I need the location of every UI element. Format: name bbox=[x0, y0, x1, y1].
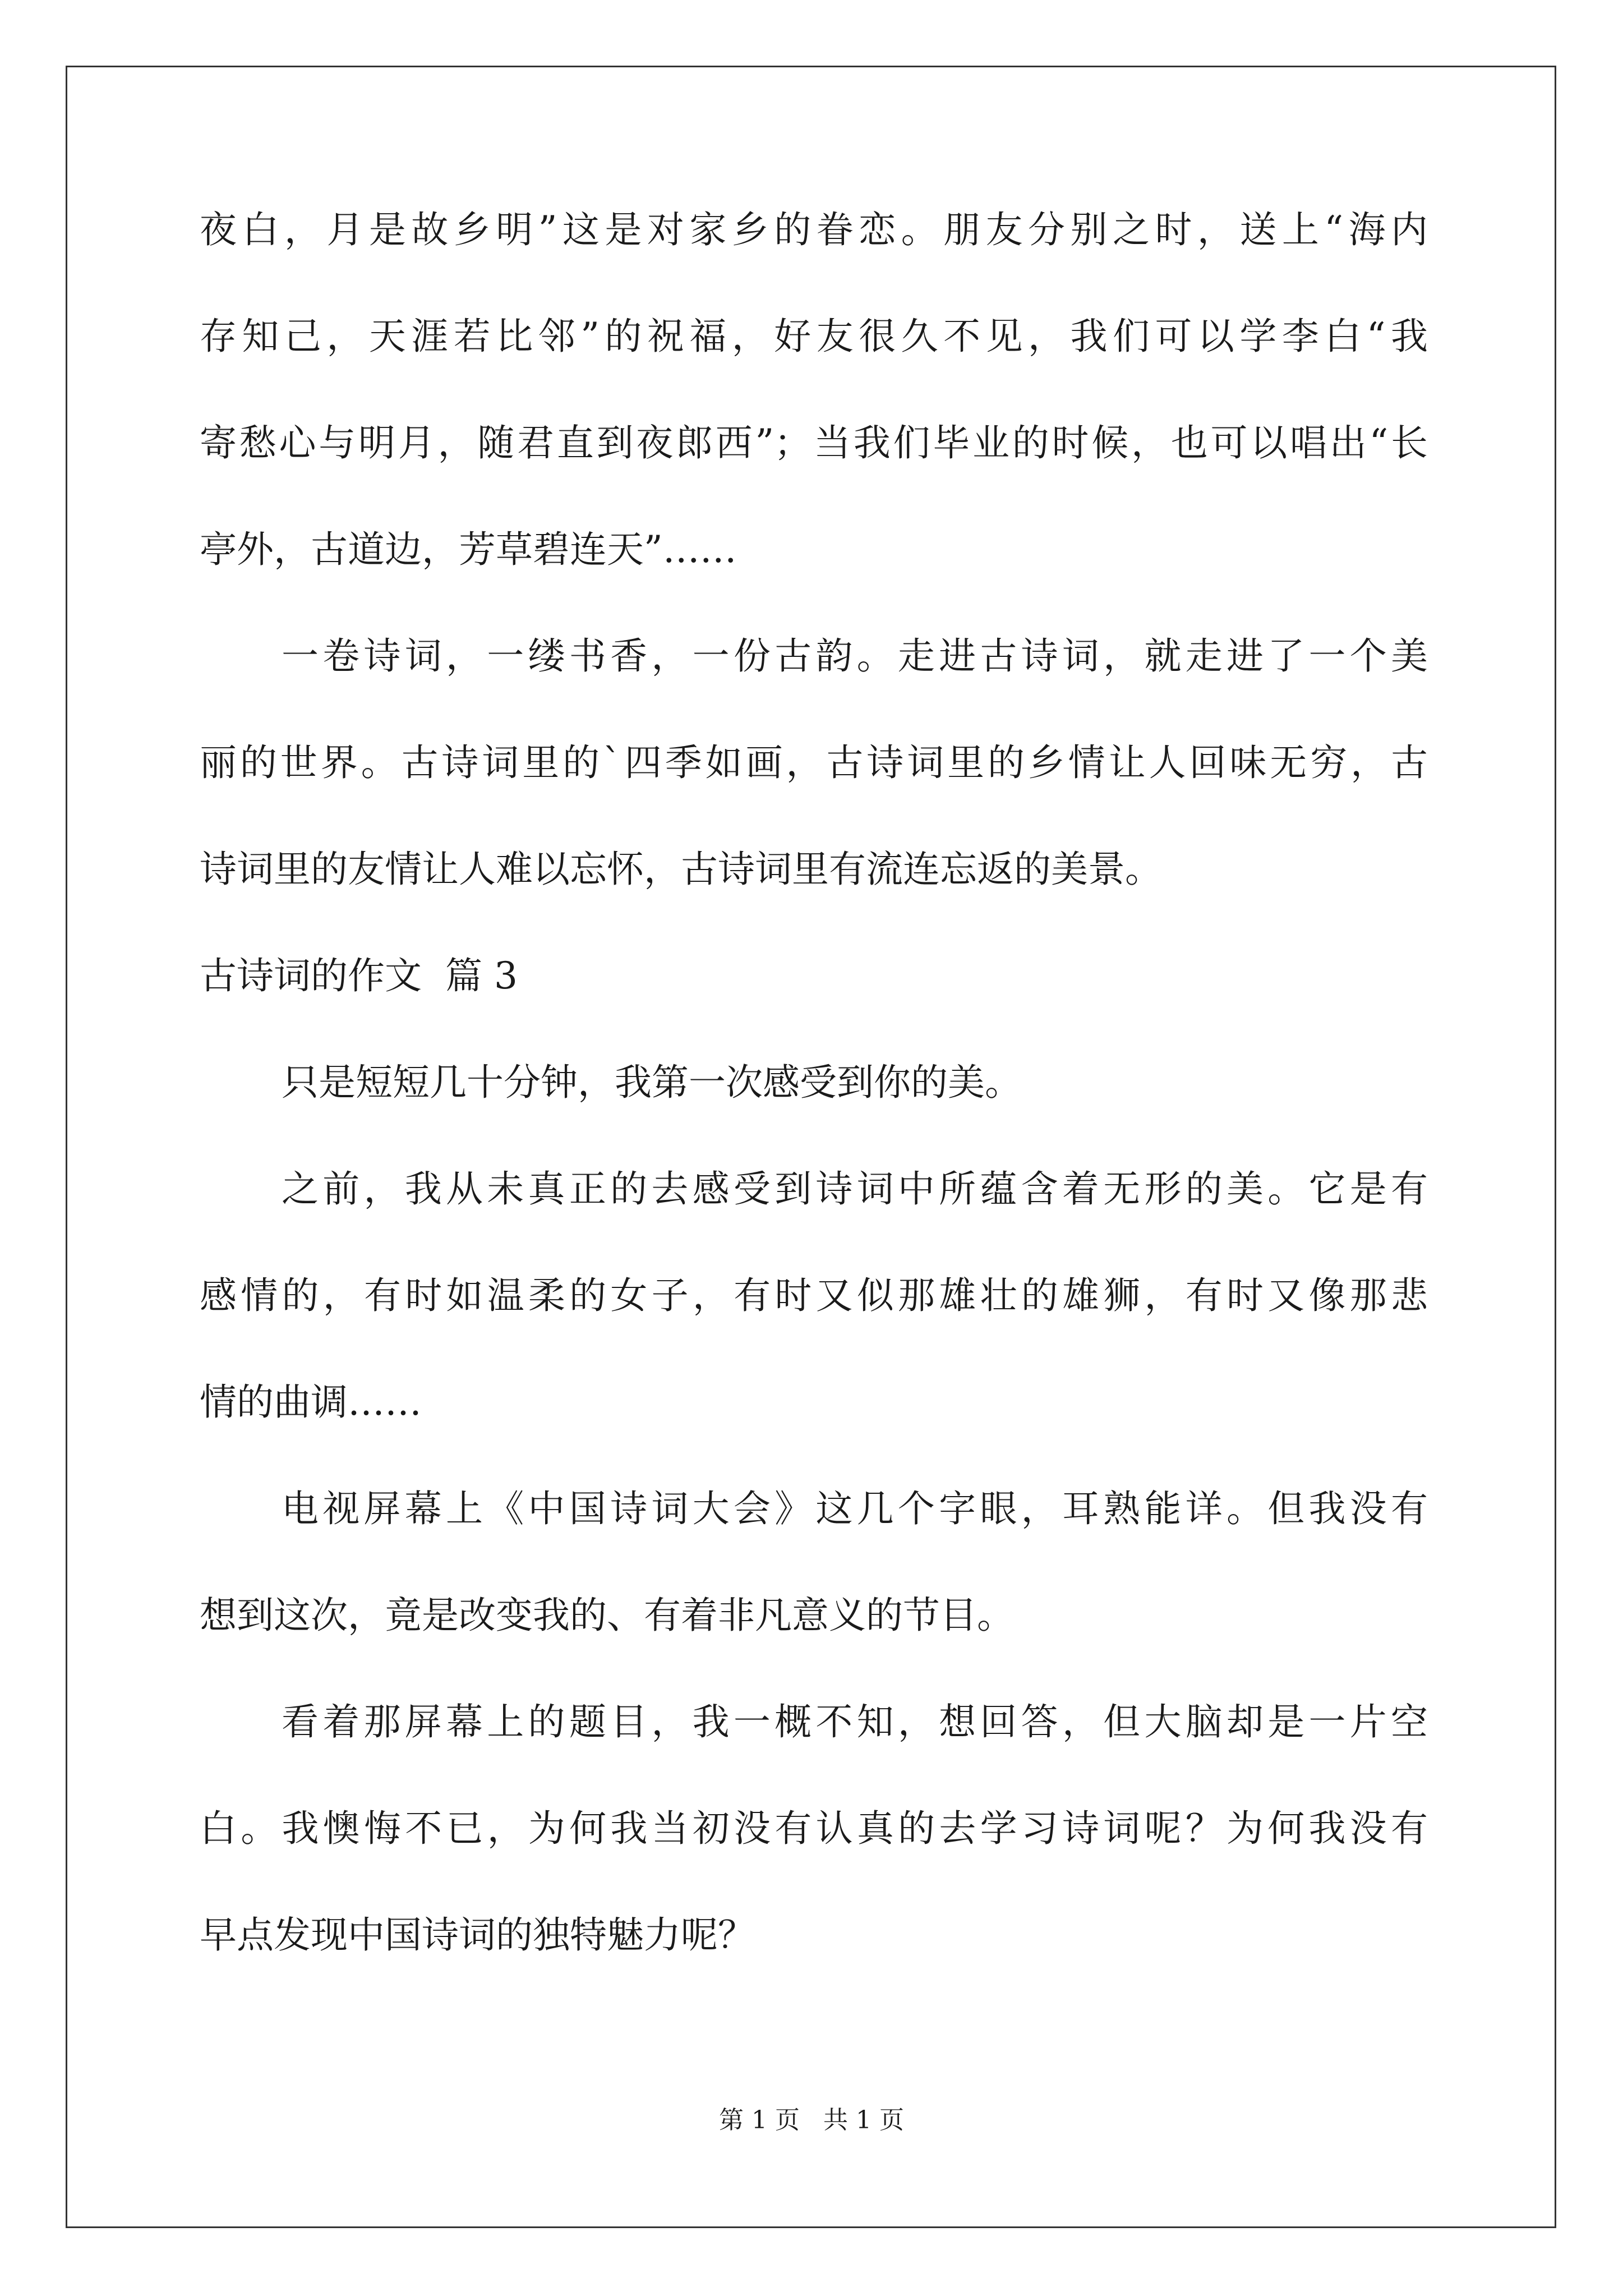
paragraph-first-line: 看着那屏幕上的题目，我一概不知，想回答，但大脑却是一片空 bbox=[282, 1700, 1428, 1743]
paragraph-first-line: 一卷诗词，一缕书香，一份古韵。走进古诗词，就走进了一个美 bbox=[282, 634, 1428, 678]
text-line: 感情的，有时如温柔的女子，有时又似那雄壮的雄狮，有时又像那悲 bbox=[200, 1274, 1428, 1317]
text-line: 想到这次，竟是改变我的、有着非凡意义的节目。 bbox=[200, 1594, 1014, 1637]
text-line: 丽的世界。古诗词里的`四季如画，古诗词里的乡情让人回味无穷，古 bbox=[200, 741, 1428, 784]
text-line: 夜白，月是故乡明”这是对家乡的眷恋。朋友分别之时，送上“海内 bbox=[200, 208, 1428, 251]
text-line: 诗词里的友情让人难以忘怀，古诗词里有流连忘返的美景。 bbox=[200, 848, 1162, 891]
paragraph-first-line: 之前，我从未真正的去感受到诗词中所蕴含着无形的美。它是有 bbox=[282, 1167, 1428, 1211]
text-line: 情的曲调…… bbox=[200, 1381, 422, 1424]
section-heading: 古诗词的作文 篇 3 bbox=[200, 954, 518, 997]
page-border bbox=[66, 66, 1556, 2228]
text-line: 存知己，天涯若比邻”的祝福，好友很久不见，我们可以学李白“我 bbox=[200, 315, 1428, 358]
text-line: 白。我懊悔不已，为何我当初没有认真的去学习诗词呢？为何我没有 bbox=[200, 1807, 1428, 1850]
text-line: 寄愁心与明月，随君直到夜郎西”；当我们毕业的时候，也可以唱出“长 bbox=[200, 421, 1428, 464]
text-line: 早点发现中国诗词的独特魅力呢？ bbox=[200, 1913, 755, 1957]
text-line: 亭外，古道边，芳草碧连天”…… bbox=[200, 528, 737, 571]
paragraph-first-line: 电视屏幕上《中国诗词大会》这几个字眼，耳熟能详。但我没有 bbox=[282, 1487, 1428, 1530]
paragraph-first-line: 只是短短几十分钟，我第一次感受到你的美。 bbox=[282, 1061, 1022, 1104]
page-footer: 第 1 页 共 1 页 bbox=[719, 2106, 904, 2134]
